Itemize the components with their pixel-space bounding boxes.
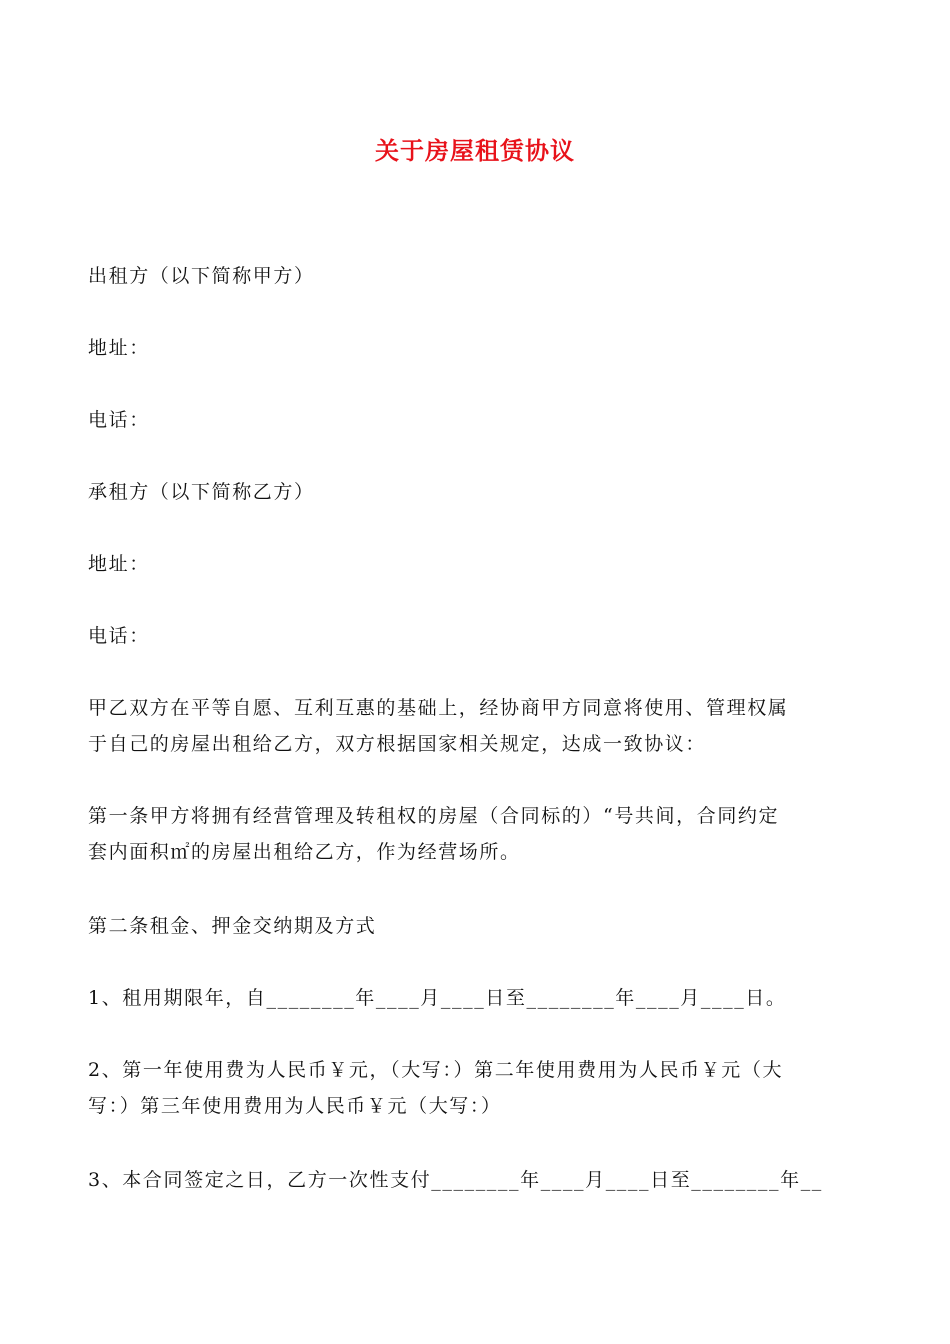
preamble-line: 于自己的房屋出租给乙方，双方根据国家相关规定，达成一致协议： [88,733,707,755]
article-1-paragraph [88,798,864,870]
document-title: 关于房屋租赁协议 [375,137,575,165]
lessee-address-label: 地址： [88,553,150,575]
lessor-label: 出租方（以下简称甲方） [88,265,315,287]
clause-2-line: 写：）第三年使用费用为人民币￥元（大写：） [88,1095,502,1117]
preamble-paragraph [88,690,864,762]
clause-3-paragraph: 3、本合同签定之日，乙方一次性支付________年____月____日至________年__ [88,1169,823,1191]
preamble-line: 甲乙双方在平等自愿、互利互惠的基础上，经协商甲方同意将使用、管理权属 [88,697,789,719]
lessee-phone-label: 电话： [88,625,150,647]
clause-1-paragraph: 1、租用期限年，自________年____月____日至________年____月____日。 [88,987,787,1009]
article-1-line: 第一条甲方将拥有经营管理及转租权的房屋（合同标的）“号共间，合同约定 [88,805,780,827]
clause-2-paragraph [88,1052,864,1124]
lessor-phone-label: 电话： [88,409,150,431]
clause-2-line: 2、第一年使用费为人民币￥元，（大写：）第二年使用费用为人民币￥元（大 [88,1059,784,1081]
article-2-heading: 第二条租金、押金交纳期及方式 [88,915,377,937]
lessor-address-label: 地址： [88,337,150,359]
lessee-label: 承租方（以下简称乙方） [88,481,315,503]
article-1-line: 套内面积㎡的房屋出租给乙方，作为经营场所。 [88,841,521,863]
